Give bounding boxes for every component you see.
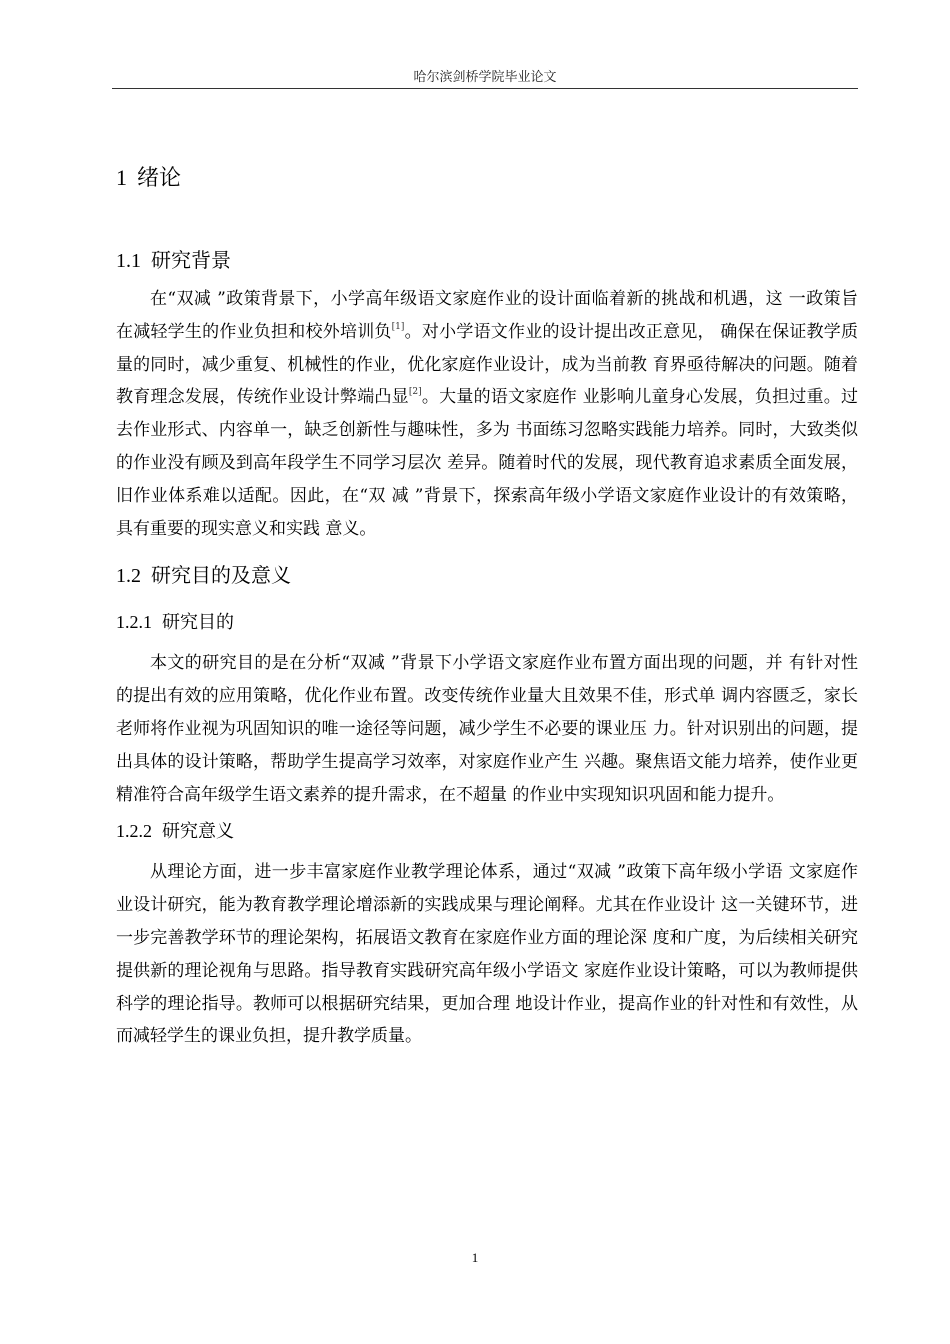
section-title: 研究目的及意义	[151, 563, 291, 588]
significance-paragraph: 从理论方面，进一步丰富家庭作业教学理论体系，通过“双减 ”政策下高年级小学语 文家庭作业设计研究，能为教育教学理论增添新的实践成果与理论阐释。尤其在作业设计 这一关键环节，进一步完善教学环节的理论架构，拓展语文教育在家庭作业方面的理论深 度和广度，为后续相关研究提供新的理论视角与思路。指导教育实践研究高年级小学语文 家庭作业设计策略，可以为教师提供科学的理论指导。教师可以根据研究结果，更加合理 地设计作业，提高作业的针对性和有效性，从而减轻学生的课业负担，提升教学质量。	[116, 862, 858, 1047]
citation-ref-2: [2]	[408, 387, 422, 398]
chapter-heading	[116, 156, 858, 201]
background-text-2: 。对小学语文作业的设计提出改正意见， 确保在保证教学质量的同时，减少重复、机械性的作业，优化家庭作业设计，成为当前教 育界亟待解决的问题。随着教育理念发展，传统作业设计弊端凸显	[116, 321, 859, 408]
chapter-number: 1	[116, 165, 127, 190]
page-number: 1	[471, 1250, 479, 1265]
section-number: 1.1	[116, 250, 141, 272]
subsection-number: 1.2.1	[116, 612, 152, 633]
subsection-heading-goal	[116, 604, 858, 641]
section-heading-background	[116, 240, 858, 281]
section-heading-purpose	[116, 555, 858, 596]
page-header: 哈尔滨剑桥学院毕业论文	[413, 70, 557, 85]
background-paragraph	[116, 283, 858, 545]
background-text-1: 在“双减 ”政策背景下，小学高年级语文家庭作业的设计面临着新的挑战和机遇，这 一政策旨在减轻学生的作业负担和校外培训负	[116, 289, 858, 342]
subsection-number: 1.2.2	[116, 821, 152, 842]
subsection-title: 研究目的	[162, 612, 234, 634]
section-title: 研究背景	[151, 248, 231, 272]
goal-paragraph: 本文的研究目的是在分析“双减 ”背景下小学语文家庭作业布置方面出现的问题，并 有针对性的提出有效的应用策略，优化作业布置。改变传统作业量大且效果不佳，形式单 调内容匮乏，家长老师将作业视为巩固知识的唯一途径等问题，减少学生不必要的课业压 力。针对识别出的问题，提出具体的设计策略，帮助学生提高学习效率，对家庭作业产生 兴趣。聚焦语文能力培养，使作业更精准符合高年级学生语文素养的提升需求，在不超量 的作业中实现知识巩固和能力提升。	[116, 653, 858, 805]
subsection-title: 研究意义	[162, 821, 234, 843]
subsection-heading-significance	[116, 813, 858, 850]
background-text-3: 。大量的语文家庭作 业影响儿童身心发展，负担过重。过去作业形式、内容单一，缺乏创新性与趣味性，多为 书面练习忽略实践能力培养。同时，大致类似的作业没有顾及到高年段学生不同学习层次 差异。随着时代的发展，现代教育追求素质全面发展，旧作业体系难以适配。因此，在“双 减 ”背景下，探索高年级小学语文家庭作业设计的有效策略，具有重要的现实意义和实践 意义。	[116, 387, 859, 539]
chapter-title: 绪论	[137, 166, 182, 191]
section-number: 1.2	[116, 565, 141, 588]
document-body	[116, 156, 858, 1053]
header-rule	[112, 88, 858, 89]
citation-ref-1: [1]	[391, 321, 405, 332]
